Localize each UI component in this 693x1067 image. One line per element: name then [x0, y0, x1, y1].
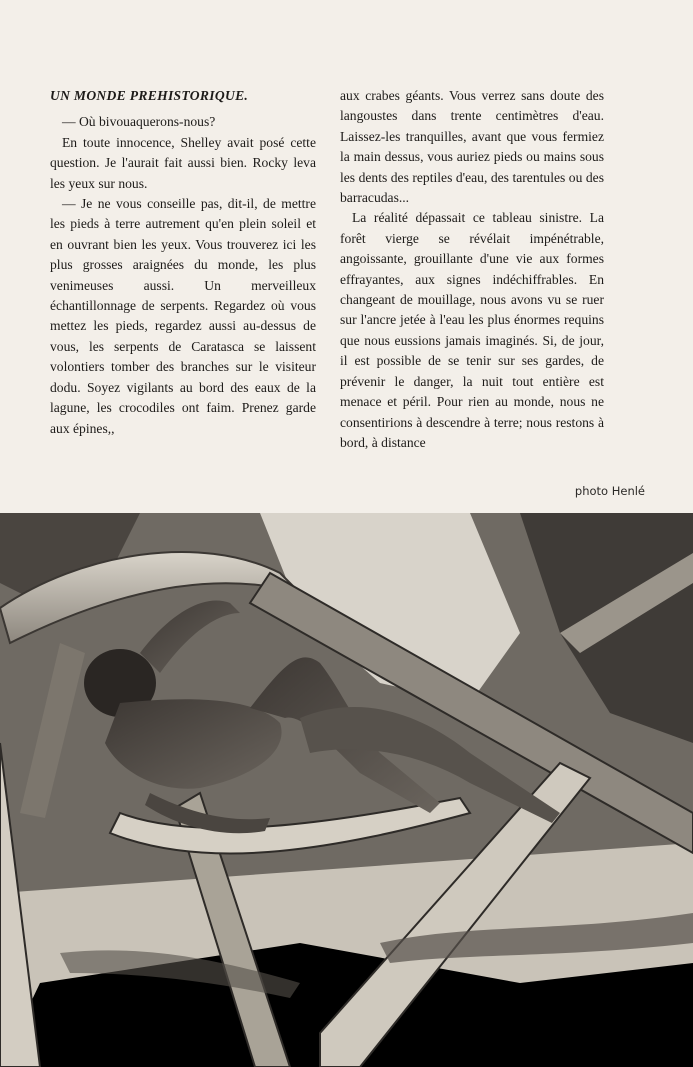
paragraph: — Je ne vous conseille pas, dit-il, de mettre les pieds à terre autrement qu'en plein soleil et en ouvrant bien les yeux. Vous trouverez ici les plus grosses araignées du monde, les plus venimeuses aussi. Un merveilleux échantillonnage de serpents. Regardez où vous mettez les pieds, regardez aussi au-dessus de vous, les serpents de Caratasca se laissent volontiers tomber des branches sur le visiteur dodu. Soyez vigilants au bord des eaux de la lagune, les crocodiles ont faim. Prenez garde aux épines,,: [50, 196, 316, 436]
paragraph: La réalité dépassait ce tableau sinistre. La forêt vierge se révélait impénétrable, angoissante, grouillante d'une vie aux formes effrayantes, aux signes indéchiffrables. En changeant de mouillage, nous avons vu se ruer sur l'ancre jetée à l'eau les plus énormes requins que nous eussions jamais imaginés. Si, de jour, il est possible de se tenir sur ses gardes, de prévenir le danger, la nuit tout entière est menace et péril. Pour rien au monde, nous ne consentirions à descendre à terre; nous restons à bord, à distance: [340, 210, 604, 450]
photograph: [0, 513, 693, 1067]
paragraph: En toute innocence, Shelley avait posé cette question. Je l'aurait fait aussi bien. Rocky leva les yeux sur nous.: [50, 134, 316, 191]
photo-credit: photo Henlé: [574, 484, 645, 498]
text-column-left: [50, 86, 316, 439]
section-heading: UN MONDE PREHISTORIQUE.: [50, 88, 249, 103]
photograph-illustration: [0, 513, 693, 1067]
paragraph: — Où bivouaquerons-nous?: [62, 114, 216, 130]
paragraph: aux crabes géants. Vous verrez sans doute des langoustes dans trente centimètres d'eau. Laissez-les tranquilles, avant que vous fermiez la main dessus, vous auriez pieds ou mains sous les dents des reptiles d'eau, des tarentules ou des barracudas...: [340, 88, 604, 206]
text-column-right: [340, 86, 604, 453]
